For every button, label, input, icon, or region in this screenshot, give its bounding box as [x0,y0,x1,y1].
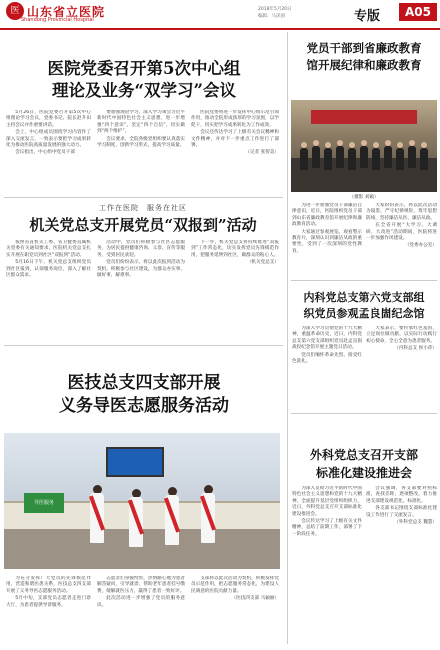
article3-column-1: 为充分发挥广大党员的先锋模范作用，营造和谐医患关系，医技总支四支部开展了义务导医志愿服务活动。 5月中旬，支部党员志愿者走进门诊大厅，为患者提供导诊服务。 [6,576,91,608]
issue-date: 2018年5月20日 [258,7,292,12]
side2-column-2: 大家表示，要传承红色基因，立足岗位做贡献，以实际行动践行初心使命，全心全意为患者服务。 （内科总支 侯小萍） [366,326,437,352]
logo-text: 山东省立医院 [27,4,106,19]
side1-column-1: 为进一步加强党员干部廉洁自律意识，近日，医院组织党员干部到山东省廉政教育馆开展纪律和廉政教育活动。 大家通过参观展览、观看警示教育片，深刻认识到廉洁从政的重要性，受到了一次深刻的党性教育。 [292,203,362,254]
article2-headline: 机关党总支开展党员“双报到”活动 [29,216,257,234]
article2-subhead: 工作在医院 服务在社区 [99,204,187,212]
article2-column-2: 活动中，党员们积极参与社区志愿服务，为居民提供健康咨询、义诊、宣传等服务，受到居民欢迎。 党员们纷纷表示，将以此次报到活动为契机，积极参与社区建设，为群众办实事、做好事、解难事。 [97,240,185,279]
guide-sign: 导医服务 [24,493,64,513]
article1-column-1: 5月26日，医院党委召开第5次中心组理论学习会议，党委书记、院长赵升田主持会议并作重要讲话。 会上，中心组成员围绕学习内容作了深入交流发言，一致表示要把学习成果转化为推动医院高质量发展的强大动力。 会议指出，中心组中党员干部 [6,110,91,156]
side2-column-1: 为深入学习贯彻党的十九大精神，重温革命历史，近日，内科党总支第六党支部组织党员赴孟良崮战役纪念馆开展主题党日活动。 党员们缅怀革命先烈，接受红色洗礼。 [292,326,362,365]
page-number: A05 [399,3,437,21]
article1-headline: 医院党委召开第5次中心组 理论及业务“双学习”会议 [47,59,241,100]
article3-column-3: 支部将以此次活动为契机，积极发挥党员示范作用，把志愿服务常态化，为建设人民满意的医院贡献力量。 （医技四支部 马颖丽） [191,576,279,602]
side2-headline: 内科党总支第六党支部组 织党员参观孟良崮纪念馆 [303,291,425,320]
side3-column-1: 为深入贯彻习近平新时代中国特色社会主义思想和党的十九大精神，全面提升基层党组织组织力，近日，外科党总支召开支部标准化建设推进会。 会议传达学习了上级有关文件精神，总结了前期工作，部署了下一阶段任务。 [292,486,362,537]
side1-caption: （摄影 刘颖） [349,195,379,200]
issue-meta [258,6,292,20]
article3-photo-volunteers [4,433,280,569]
article2-column-3: 下一步，机关党总支将持续推进“双报到”工作常态化，切实发挥党员先锋模范作用，把服务延伸到社区，做群众的贴心人。 （机关党总支） [191,240,279,266]
led-screen [106,447,164,477]
article3-column-2: 志愿者们身披绶带，热情耐心地为患者解答疑问，引导就诊，帮助老年患者挂号缴费，缓解就医压力，赢得了患者一致好评。 此次活动进一步增强了党员的服务意识。 [97,576,185,608]
section-title: 专版 [354,9,381,24]
side1-column-2: 大家纷纷表示，将以此次活动为镜鉴，严守纪律规矩，筑牢思想防线，坚持廉洁从医、廉洁从政。 在全省开展“大学习、大调研、大改进”活动期间，医院将进一步加强作风建设。 （党委办公室） [366,203,437,249]
logo-english: Shandong Provincial Hospital [21,17,94,23]
issue-editor: 编辑：马泽国 [258,14,285,19]
article1-column-3: 医院党委将进一步发挥中心组示范引领作用，推动全院形成浓厚的学习氛围，以学促干，切实把学习成果转化为工作成效。 会议还传达学习了上级有关会议精神和文件精神，并对下一步重点工作进行了部署。 （记者 张智美） [191,110,279,156]
side1-headline: 党员干部到省廉政教育 馆开展纪律和廉政教育 [306,41,422,72]
side1-photo-group [291,100,437,192]
exhibit-banner [311,110,417,124]
article3-headline: 医技总支四支部开展 义务导医志愿服务活动 [59,373,229,416]
side3-headline: 外科党总支召开支部 标准化建设推进会 [309,448,418,480]
hospital-emblem-icon: 医 [6,2,24,20]
column-divider [287,32,288,644]
newspaper-masthead [0,0,440,30]
side3-column-2: 会议强调，各支部要对照标准，查找差距，逐项整改，着力推进支部建设规范化、标准化。 各支部书记围绕支部标准化建设工作进行了交流发言。 （外科党总支 魏慧） [366,486,437,526]
article2-column-1: 按照省直机关工委、省卫健委直属机关党委有关通知要求，医院机关党总支扎实开展在职党员到社区“双报到”活动。 5月16日下午，机关党总支组织党员到社区报到，认领服务岗位，深入了解社区群众需求。 [6,240,91,279]
article1-column-2: 要加强理论学习，深入学习领会习近平新时代中国特色社会主义思想，进一步增强“四个意识”、坚定“四个自信”，切实做到“两个维护”。 会议要求，全院各级党组织要认真落实学习制度，创新学习形式，提高学习质量。 [97,110,185,149]
